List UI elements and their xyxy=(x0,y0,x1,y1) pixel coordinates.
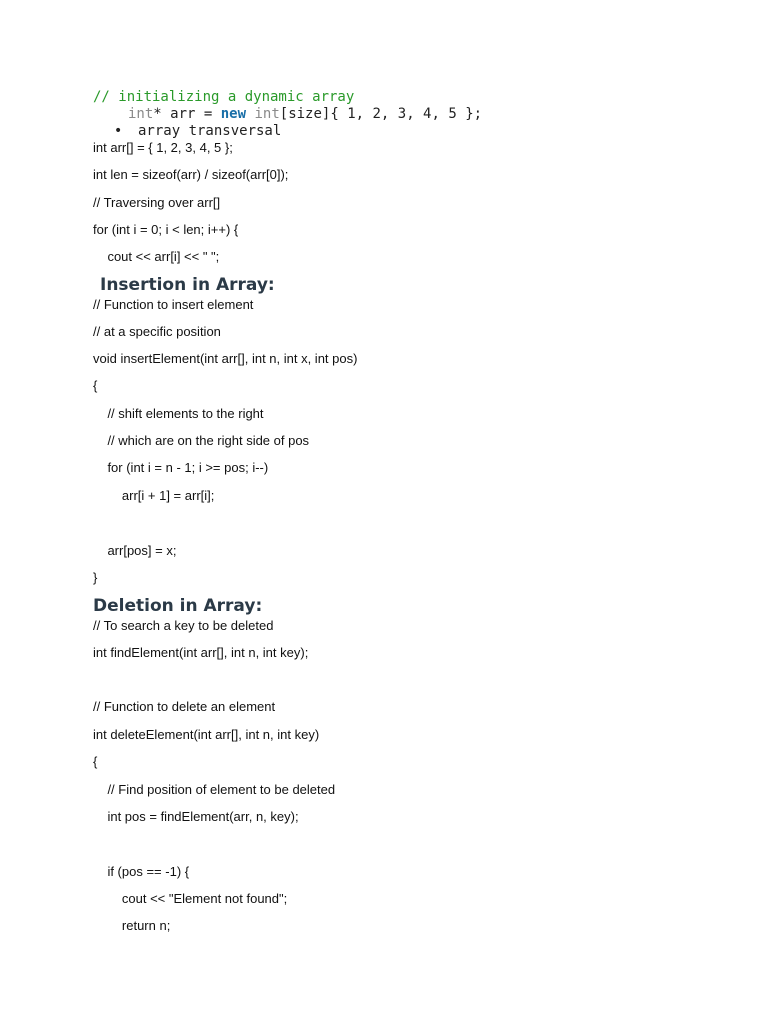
code-plain-token: [size]{ 1, 2, 3, 4, 5 }; xyxy=(279,106,483,122)
section-heading-deletion: Deletion in Array: xyxy=(93,596,263,616)
paragraph-line: int len = sizeof(arr) / sizeof(arr[0]); xyxy=(93,167,289,182)
paragraph-line: arr[i + 1] = arr[i]; xyxy=(93,488,215,503)
paragraph-line: cout << "Element not found"; xyxy=(93,891,288,906)
paragraph-line: // Traversing over arr[] xyxy=(93,195,221,210)
paragraph-line: int findElement(int arr[], int n, int key); xyxy=(93,645,309,660)
paragraph-line: arr[pos] = x; xyxy=(93,543,177,558)
paragraph-line: // which are on the right side of pos xyxy=(93,433,310,448)
code-plain-token: * arr = xyxy=(153,106,221,122)
bullet-item xyxy=(114,124,281,138)
bullet-icon: • xyxy=(114,123,123,139)
paragraph-line: // To search a key to be deleted xyxy=(93,618,274,633)
paragraph-line: // at a specific position xyxy=(93,324,221,339)
code-type-token: int xyxy=(128,106,154,122)
code-keyword-token: new xyxy=(220,106,247,122)
paragraph-line: void insertElement(int arr[], int n, int x, int pos) xyxy=(93,351,358,366)
paragraph-line: // Function to insert element xyxy=(93,297,254,312)
paragraph-line: { xyxy=(93,754,98,769)
bullet-label: array transversal xyxy=(138,123,282,139)
paragraph-line: for (int i = 0; i < len; i++) { xyxy=(93,222,239,237)
paragraph-line: for (int i = n - 1; i >= pos; i--) xyxy=(93,460,269,475)
section-heading-insertion: Insertion in Array: xyxy=(100,275,275,295)
paragraph-line: // shift elements to the right xyxy=(93,406,264,421)
paragraph-line: int arr[] = { 1, 2, 3, 4, 5 }; xyxy=(93,140,233,155)
paragraph-line: int deleteElement(int arr[], int n, int key) xyxy=(93,727,320,742)
paragraph-line: int pos = findElement(arr, n, key); xyxy=(93,809,299,824)
code-comment-line: // initializing a dynamic array xyxy=(93,89,355,105)
paragraph-line: cout << arr[i] << " "; xyxy=(93,249,220,264)
paragraph-line: } xyxy=(93,570,98,585)
paragraph-line: { xyxy=(93,378,98,393)
code-declaration-line xyxy=(128,107,482,121)
paragraph-line: return n; xyxy=(93,918,171,933)
paragraph-line: if (pos == -1) { xyxy=(93,864,190,879)
paragraph-line: // Function to delete an element xyxy=(93,699,276,714)
paragraph-line: // Find position of element to be deleted xyxy=(93,782,336,797)
code-type-token: int xyxy=(254,106,280,122)
